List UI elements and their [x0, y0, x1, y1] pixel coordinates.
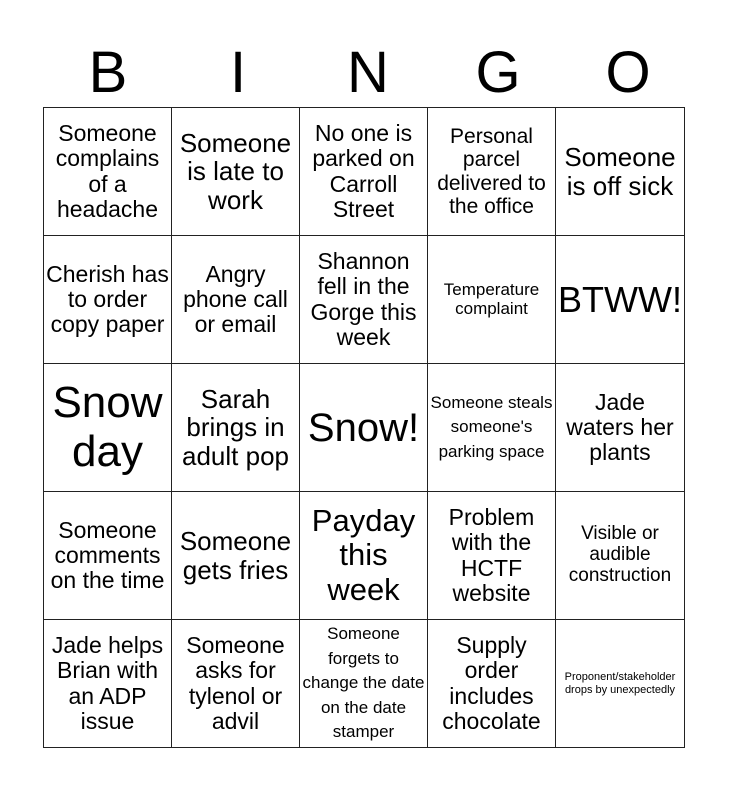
- bingo-cell[interactable]: Someone steals someone's parking space: [428, 364, 556, 492]
- header-letter-g: G: [475, 40, 521, 105]
- bingo-cell[interactable]: Someone is late to work: [172, 108, 300, 236]
- bingo-row-1: [44, 108, 685, 236]
- bingo-cell[interactable]: Cherish has to order copy paper: [44, 236, 172, 364]
- bingo-cell[interactable]: BTWW!: [556, 236, 685, 364]
- bingo-cell[interactable]: Shannon fell in the Gorge this week: [300, 236, 428, 364]
- bingo-cell[interactable]: No one is parked on Carroll Street: [300, 108, 428, 236]
- header-letter-o: O: [605, 40, 651, 105]
- bingo-cell[interactable]: Someone comments on the time: [44, 492, 172, 620]
- bingo-row-2: [44, 236, 685, 364]
- bingo-cell[interactable]: Problem with the HCTF website: [428, 492, 556, 620]
- bingo-cell[interactable]: Someone is off sick: [556, 108, 685, 236]
- bingo-cell[interactable]: Someone gets fries: [172, 492, 300, 620]
- header-letter-i: I: [229, 40, 247, 105]
- bingo-cell[interactable]: Snow!: [300, 364, 428, 492]
- bingo-cell[interactable]: Snow day: [44, 364, 172, 492]
- bingo-cell[interactable]: Sarah brings in adult pop: [172, 364, 300, 492]
- bingo-cell[interactable]: Someone asks for tylenol or advil: [172, 620, 300, 748]
- bingo-row-4: [44, 492, 685, 620]
- bingo-cell[interactable]: Visible or audible construction: [556, 492, 685, 620]
- bingo-header: [43, 40, 693, 106]
- bingo-cell[interactable]: Someone complains of a headache: [44, 108, 172, 236]
- header-letter-b: B: [88, 40, 128, 105]
- header-letter-n: N: [347, 40, 389, 105]
- bingo-cell[interactable]: Someone forgets to change the date on the date stamper: [300, 620, 428, 748]
- bingo-row-5: [44, 620, 685, 748]
- bingo-cell[interactable]: Jade waters her plants: [556, 364, 685, 492]
- bingo-cell[interactable]: Supply order includes chocolate: [428, 620, 556, 748]
- bingo-cell[interactable]: Proponent/stakeholder drops by unexpectedly: [556, 620, 685, 748]
- bingo-card-grid: [43, 107, 685, 748]
- bingo-row-3: [44, 364, 685, 492]
- bingo-cell[interactable]: Angry phone call or email: [172, 236, 300, 364]
- bingo-cell[interactable]: Payday this week: [300, 492, 428, 620]
- bingo-cell[interactable]: Jade helps Brian with an ADP issue: [44, 620, 172, 748]
- bingo-cell[interactable]: Personal parcel delivered to the office: [428, 108, 556, 236]
- bingo-cell[interactable]: Temperature complaint: [428, 236, 556, 364]
